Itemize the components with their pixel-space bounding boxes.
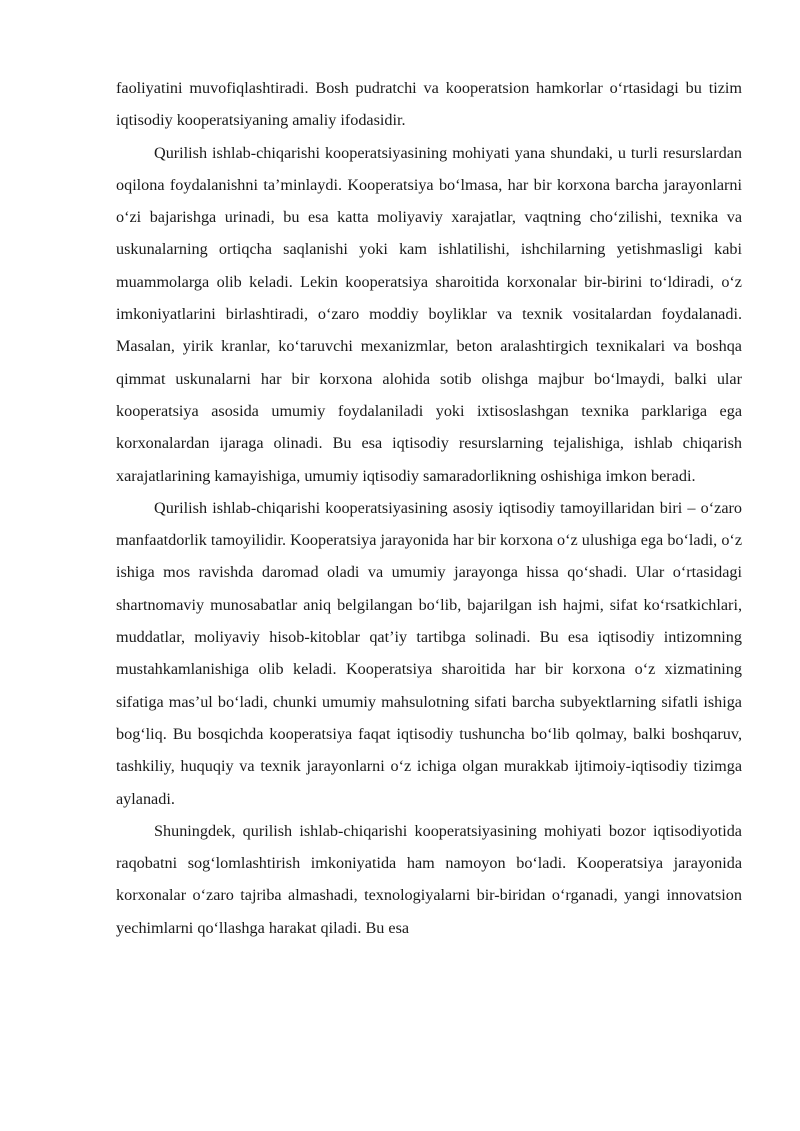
paragraph-resources: Qurilish ishlab-chiqarishi kooperatsiyasining mohiyati yana shundaki, u turli resurslardan oqilona foydalanishni ta’minlaydi. Kooperatsiya bo‘lmasa, har bir korxona barcha jarayonlarni o‘zi bajarishga urinadi, bu esa katta moliyaviy xarajatlar, vaqtning cho‘zilishi, texnika va uskunalarning ortiqcha saqlanishi yoki kam ishlatilishi, ishchilarning yetishmasligi kabi muammolarga olib keladi. Lekin kooperatsiya sharoitida korxonalar bir-birini to‘ldiradi, o‘z imkoniyatlarini birlashtiradi, o‘zaro moddiy boyliklar va texnik vositalardan foydalanadi. Masalan, yirik kranlar, ko‘taruvchi mexanizmlar, beton aralashtirgich texnikalari va boshqa qimmat uskunalarni har bir korxona alohida sotib olishga majbur bo‘lmaydi, balki ular kooperatsiya asosida umumiy foydalaniladi yoki ixtisoslashgan texnika parklariga ega korxonalardan ijaraga olinadi. Bu esa iqtisodiy resurslarning tejalishiga, ishlab chiqarish xarajatlarining kamayishiga, umumiy iqtisodiy samaradorlikning oshishiga imkon beradi. <box>116 143 742 485</box>
paragraph-mutual-interest: Qurilish ishlab-chiqarishi kooperatsiyasining asosiy iqtisodiy tamoyillaridan biri – o‘zaro manfaatdorlik tamoyilidir. Kooperatsiya jarayonida har bir korxona o‘z ulushiga ega bo‘ladi, o‘z ishiga mos ravishda daromad oladi va umumiy jarayonga hissa qo‘shadi. Ular o‘rtasidagi shartnomaviy munosabatlar aniq belgilangan bo‘lib, bajarilgan ish hajmi, sifat ko‘rsatkichlari, muddatlar, moliyaviy hisob-kitoblar qat’iy tartibga solinadi. Bu esa iqtisodiy intizomning mustahkamlanishiga olib keladi. Kooperatsiya sharoitida har bir korxona o‘z xizmatining sifatiga mas’ul bo‘ladi, chunki umumiy mahsulotning sifati barcha subyektlarning sifatli ishiga bog‘liq. Bu bosqichda kooperatsiya faqat iqtisodiy tushuncha bo‘lib qolmay, balki boshqaruv, tashkiliy, huquqiy va texnik jarayonlarni o‘z ichiga olgan murakkab ijtimoiy-iqtisodiy tizimga aylanadi. <box>116 498 742 808</box>
paragraph-competition: Shuningdek, qurilish ishlab-chiqarishi kooperatsiyasining mohiyati bozor iqtisodiyotida raqobatni sog‘lomlashtirish imkoniyatida ham namoyon bo‘ladi. Kooperatsiya jarayonida korxonalar o‘zaro tajriba almashadi, texnologiyalarni bir-biridan o‘rganadi, yangi innovatsion yechimlarni qo‘llashga harakat qiladi. Bu esa <box>116 821 742 937</box>
paragraph-continuation: faoliyatini muvofiqlashtiradi. Bosh pudratchi va kooperatsion hamkorlar o‘rtasidagi bu tizim iqtisodiy kooperatsiyaning amaliy ifodasidir. <box>116 79 742 130</box>
document-page <box>116 72 742 944</box>
